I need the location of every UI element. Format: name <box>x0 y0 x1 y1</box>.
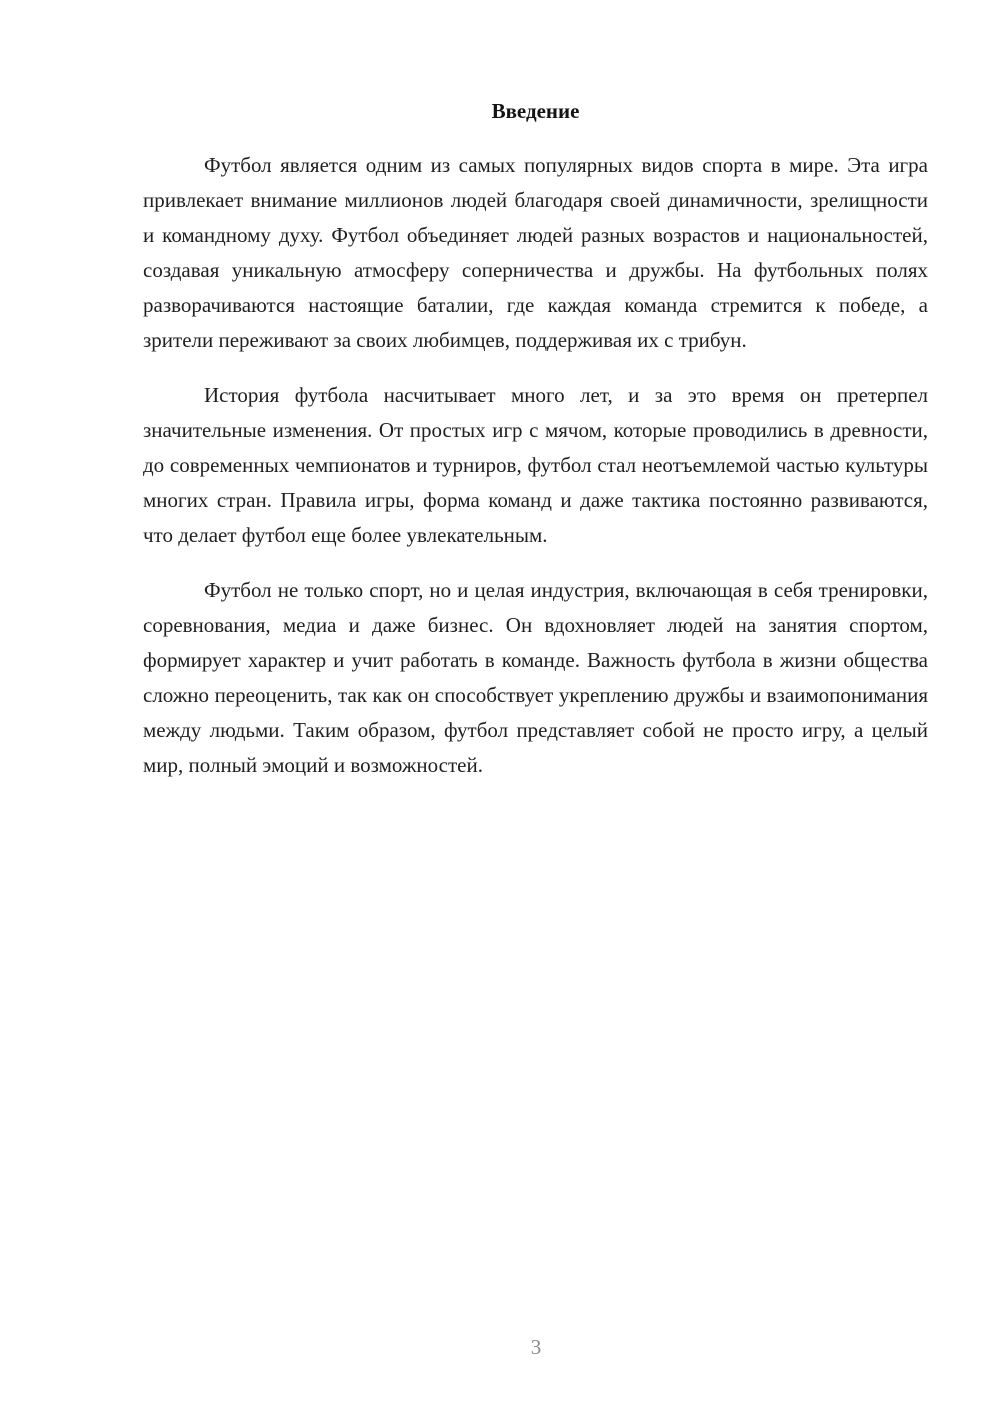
section-title: Введение <box>491 99 580 123</box>
page-number: 3 <box>530 1335 542 1359</box>
paragraph-2: История футбола насчитывает много лет, и за это время он претерпел значительные изменения. От простых игр с мячом, которые проводились в древности, до современных чемпионатов и турниров, футбол стал неотъемлемой частью культуры многих стран. Правила игры, форма команд и даже тактика постоянно развиваются, что делает футбол еще более увлекательным. <box>143 383 928 547</box>
document-body <box>143 94 928 783</box>
paragraph-3: Футбол не только спорт, но и целая индустрия, включающая в себя тренировки, соревнования, медиа и даже бизнес. Он вдохновляет людей на занятия спортом, формирует характер и учит работать в команде. Важность футбола в жизни общества сложно переоценить, так как он способствует укреплению дружбы и взаимопонимания между людьми. Таким образом, футбол представляет собой не просто игру, а целый мир, полный эмоций и возможностей. <box>143 578 928 777</box>
paragraph-1: Футбол является одним из самых популярных видов спорта в мире. Эта игра привлекает внимание миллионов людей благодаря своей динамичности, зрелищности и командному духу. Футбол объединяет людей разных возрастов и национальностей, создавая уникальную атмосферу соперничества и дружбы. На футбольных полях разворачиваются настоящие баталии, где каждая команда стремится к победе, а зрители переживают за своих любимцев, поддерживая их с трибун. <box>143 153 928 352</box>
